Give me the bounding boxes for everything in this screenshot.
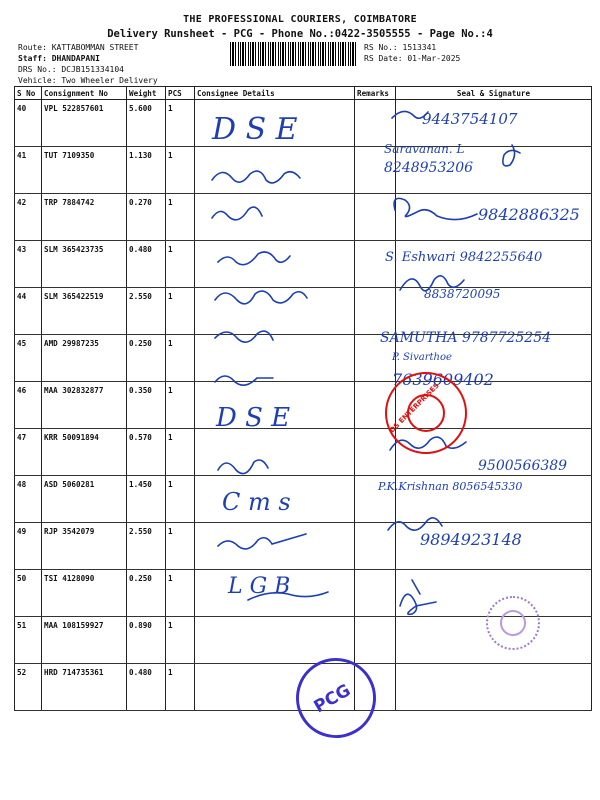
cell-sno: 52 <box>15 664 42 711</box>
route-info <box>18 42 158 86</box>
cell-sno: 49 <box>15 523 42 570</box>
handwriting-name-50: P.K.Krishnan 8056545330 <box>378 480 523 493</box>
cell-pcs: 1 <box>166 382 195 429</box>
cell-weight: 0.250 <box>127 570 166 617</box>
table-row <box>15 147 592 194</box>
cell-weight: 5.600 <box>127 100 166 147</box>
cell-consignment: SLM 365423735 <box>42 241 127 288</box>
cell-sno: 45 <box>15 335 42 382</box>
header-pcs: PCS <box>166 87 195 100</box>
cell-sno: 40 <box>15 100 42 147</box>
cell-consignment: KRR 50091894 <box>42 429 127 476</box>
cell-weight: 0.250 <box>127 335 166 382</box>
drs-number: DRS No.: DCJB151334104 <box>18 65 124 74</box>
cell-pcs: 1 <box>166 429 195 476</box>
cell-consignee <box>195 335 355 382</box>
cell-weight: 2.550 <box>127 288 166 335</box>
handwriting-name-45: SAMUTHA 9787725254 <box>380 330 552 346</box>
company-title: THE PROFESSIONAL COURIERS, COIMBATORE <box>183 14 417 25</box>
stamp-text: DS ENTERPRISES <box>387 381 441 435</box>
cell-consignee <box>195 241 355 288</box>
cell-remarks <box>355 429 396 476</box>
cell-weight: 0.480 <box>127 241 166 288</box>
handwriting-phone-46: 7639609402 <box>392 370 494 389</box>
cell-pcs: 1 <box>166 523 195 570</box>
handwriting-phone-49: 9500566389 <box>478 458 568 474</box>
cell-consignment: MAA 302832877 <box>42 382 127 429</box>
cell-pcs: 1 <box>166 100 195 147</box>
cell-consignment: VPL 522857601 <box>42 100 127 147</box>
cell-consignment: AMD 29987235 <box>42 335 127 382</box>
header-consignment: Consignment No <box>42 87 127 100</box>
rs-number: RS No.: 1513341 <box>364 43 437 52</box>
cell-pcs: 1 <box>166 570 195 617</box>
handwriting-consignee-50: C m s <box>222 488 291 516</box>
cell-remarks <box>355 523 396 570</box>
handwriting-consignee-40: D S E <box>212 112 298 147</box>
table-row <box>15 288 592 335</box>
red-enterprise-stamp <box>385 372 467 454</box>
handwriting-name-46: P. Sivarthoe <box>392 352 452 363</box>
cell-pcs: 1 <box>166 664 195 711</box>
header-sno: S No <box>15 87 42 100</box>
handwriting-name-44: S. Eshwari 9842255640 <box>385 250 543 265</box>
cell-weight: 0.270 <box>127 194 166 241</box>
cell-pcs: 1 <box>166 288 195 335</box>
cell-pcs: 1 <box>166 617 195 664</box>
handwriting-phone-41: 8248953206 <box>384 160 474 176</box>
cell-consignment: ASD 5060281 <box>42 476 127 523</box>
route: Route: KATTABOMMAN STREET <box>18 43 139 52</box>
cell-sno: 44 <box>15 288 42 335</box>
runsheet-subtitle: Delivery Runsheet - PCG - Phone No.:0422-3505555 - Page No.:4 <box>107 28 493 40</box>
rs-info <box>364 42 460 64</box>
violet-seal-inner <box>500 610 526 636</box>
cell-pcs: 1 <box>166 147 195 194</box>
cell-consignment: TUT 7109350 <box>42 147 127 194</box>
cell-consignment: SLM 365422519 <box>42 288 127 335</box>
cell-sno: 51 <box>15 617 42 664</box>
cell-remarks <box>355 288 396 335</box>
rs-date: RS Date: 01-Mar-2025 <box>364 54 461 63</box>
violet-seal <box>486 596 540 650</box>
cell-consignment: TSI 4128090 <box>42 570 127 617</box>
cell-consignment: RJP 3542079 <box>42 523 127 570</box>
cell-remarks <box>355 194 396 241</box>
header-consignee: Consignee Details <box>195 87 355 100</box>
cell-weight: 0.480 <box>127 664 166 711</box>
table-header-row <box>15 87 592 100</box>
barcode <box>230 42 358 66</box>
cell-consignee <box>195 147 355 194</box>
handwriting-phone-42: 9842886325 <box>478 205 580 224</box>
header-seal: Seal & Signature <box>396 87 592 100</box>
cell-consignment: MAA 108159927 <box>42 617 127 664</box>
cell-weight: 1.450 <box>127 476 166 523</box>
cell-consignee <box>195 429 355 476</box>
cell-pcs: 1 <box>166 194 195 241</box>
handwriting-name-41: Saravanan. L <box>384 142 465 156</box>
handwriting-phone-44: 8838720095 <box>424 287 501 301</box>
cell-pcs: 1 <box>166 476 195 523</box>
cell-remarks <box>355 570 396 617</box>
cell-sno: 50 <box>15 570 42 617</box>
cell-consignee <box>195 523 355 570</box>
handwriting-phone-51: 9894923148 <box>420 530 522 549</box>
cell-weight: 1.130 <box>127 147 166 194</box>
header-weight: Weight <box>127 87 166 100</box>
cell-sno: 46 <box>15 382 42 429</box>
cell-sno: 47 <box>15 429 42 476</box>
vehicle: Vehicle: Two Wheeler Delivery <box>18 76 158 85</box>
handwriting-consignee-48: D S E <box>216 403 291 433</box>
cell-sno: 41 <box>15 147 42 194</box>
pcg-stamp-text: PCG <box>310 680 355 718</box>
cell-weight: 0.350 <box>127 382 166 429</box>
cell-consignment: TRP 7884742 <box>42 194 127 241</box>
cell-remarks <box>355 100 396 147</box>
cell-consignee <box>195 617 355 664</box>
cell-consignee <box>195 194 355 241</box>
handwriting-phone-40: 9443754107 <box>422 110 518 128</box>
cell-weight: 0.570 <box>127 429 166 476</box>
cell-sno: 43 <box>15 241 42 288</box>
cell-weight: 2.550 <box>127 523 166 570</box>
cell-pcs: 1 <box>166 241 195 288</box>
cell-pcs: 1 <box>166 335 195 382</box>
handwriting-consignee-52: L G B <box>228 574 291 599</box>
staff: Staff: DHANDAPANI <box>18 54 100 63</box>
cell-consignment: HRD 714735361 <box>42 664 127 711</box>
cell-sno: 42 <box>15 194 42 241</box>
cell-consignee <box>195 288 355 335</box>
header-remarks: Remarks <box>355 87 396 100</box>
cell-sno: 48 <box>15 476 42 523</box>
table-row <box>15 382 592 429</box>
cell-weight: 0.890 <box>127 617 166 664</box>
cell-seal <box>396 664 592 711</box>
cell-remarks <box>355 617 396 664</box>
